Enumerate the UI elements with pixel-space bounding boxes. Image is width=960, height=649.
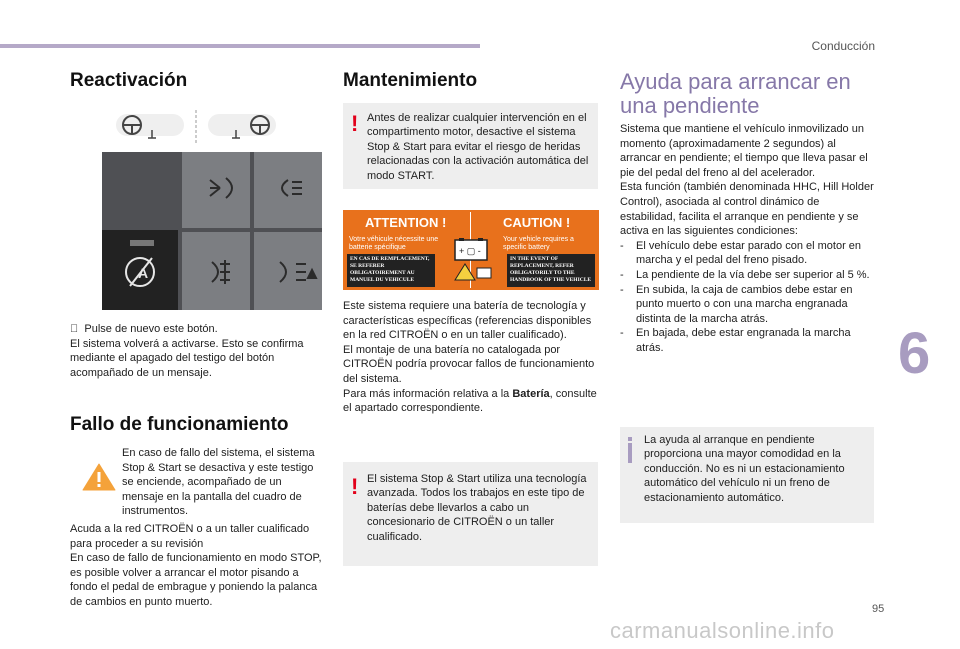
mantenimiento-title: Mantenimiento (343, 70, 478, 91)
bullet-icon (70, 323, 78, 335)
label-fr-sub: Votre véhicule nécessite une batterie spécifique (349, 236, 439, 251)
info-icon (628, 443, 632, 463)
mantenimiento-text: Este sistema requiere una batería de tecnología y características específicas (referencias disponibles en la red CITROËN o en un taller cualificado). El montaje de una batería no catalogada por CITROËN podría provocar fallos de funcionamiento del sistema. Para más información relativa a la Batería, consulte el apartado correspondiente. (343, 300, 597, 415)
headlamp-adjust-icon (280, 262, 316, 282)
section-label: Conducción (811, 39, 875, 53)
label-caution: CAUTION ! (503, 215, 571, 230)
ayuda-title: Ayuda para arrancar en una pendiente (620, 69, 851, 118)
info-box-text: La ayuda al arranque en pendiente proporciona una mayor comodidad en la conducción. No es ni un estacionamiento automático del vehículo ni un freno de estacionamiento automático. (644, 434, 845, 504)
exclamation-icon: ! (351, 111, 359, 136)
steering-wheel-right-icon (208, 114, 276, 138)
svg-text:+ ▢ -: + ▢ - (459, 246, 481, 256)
conditions-list (620, 239, 876, 356)
label-en-box: IN THE EVENT OF REPLACEMENT, REFER OBLIGATORILY TO THE HANDBOOK OF THE VEHICLE (507, 254, 595, 287)
warning-triangle-icon (82, 462, 116, 492)
header-bar (0, 44, 480, 48)
warning-box-2-text: El sistema Stop & Start utiliza una tecnología avanzada. Todos los trabajos en este tipo de baterías debe llevarlos a cabo un concesionario de CITROËN o un taller cualificado. (367, 473, 587, 543)
ayuda-text: Sistema que mantiene el vehículo inmovilizado un momento (aproximadamente 2 segundos) al arrancar en pendiente; el tiempo que lleva pasar el pie del pedal del freno al del acelerador. Esta función (también denominada HHC, Hill Holder Control), asociada al control dinámico de estabilidad, facilita el arranque en pendiente y se activa en las siguientes condiciones: - El vehículo debe estar parado con el motor en marcha y el pedal del freno pisado. - La pendiente de la vía debe ser superior al 5 %. - En subida, la caja de cambios debe estar en punto muerto o con una marcha engranada distinta de la marcha atrás. - En bajada, debe estar engranada la marcha atrás. (620, 122, 876, 356)
condition-item: - En subida, la caja de cambios debe estar en punto muerto o con una marcha engranada distinta de la marcha atrás. (620, 283, 876, 327)
front-fog-light-icon (210, 178, 232, 198)
fallo-title: Fallo de funcionamiento (70, 414, 289, 435)
exclamation-icon-2: ! (351, 474, 359, 499)
battery-icon (447, 238, 495, 284)
steering-wheel-illustration (112, 108, 280, 146)
info-box (620, 427, 874, 523)
switch-panel-illustration (102, 152, 322, 310)
condition-item: - El vehículo debe estar parado con el motor en marcha y el pedal del freno pisado. (620, 239, 876, 268)
stop-start-icon (126, 258, 154, 286)
page-number: 95 (872, 603, 885, 615)
warning-box-1 (343, 103, 598, 189)
fallo-warning-text: En caso de fallo del sistema, el sistema Stop & Start se desactiva y este testigo se enciende, acompañado de un mensaje en la pantalla del cuadro de instrumentos. (122, 447, 315, 518)
chapter-number: 6 (898, 321, 931, 386)
steering-wheel-left-icon (116, 114, 184, 138)
label-attention: ATTENTION ! (365, 215, 447, 230)
reactivacion-text: Pulse de nuevo este botón. El sistema volverá a activarse. Esto se confirma mediante el apagado del testigo del botón acompañado de un mensaje. (70, 323, 304, 379)
fog-light-icon-lower (212, 260, 230, 284)
battery-warning-label (343, 210, 599, 290)
label-en-sub: Your vehicle requires a specific battery (503, 236, 574, 251)
svg-text:A: A (138, 265, 149, 281)
fallo-text: Acuda a la red CITROËN o a un taller cualificado para proceder a su revisión En caso de fallo de funcionamiento en modo STOP, es posible volver a arrancar el motor pisando a fondo el pedal de embrague y poniendo la palanca de cambios en punto muerto. (70, 523, 322, 608)
reactivacion-title: Reactivación (70, 70, 188, 91)
label-fr-box: EN CAS DE REMPLACEMENT, SE REFERER OBLIGATOIREMENT AU MANUEL DU VEHICULE (347, 254, 435, 287)
warning-box-1-text: Antes de realizar cualquier intervención en el compartimento motor, desactive el sistema Stop & Start para evitar el riesgo de heridas relacionadas con la activación automática del modo START. (367, 112, 589, 182)
warning-box-2 (343, 462, 598, 566)
condition-item: - En bajada, debe estar engranada la marcha atrás. (620, 326, 876, 355)
condition-item: - La pendiente de la vía debe ser superior al 5 %. (620, 268, 876, 283)
rear-fog-light-icon (282, 180, 302, 196)
watermark: carmanualsonline.info (610, 618, 835, 643)
